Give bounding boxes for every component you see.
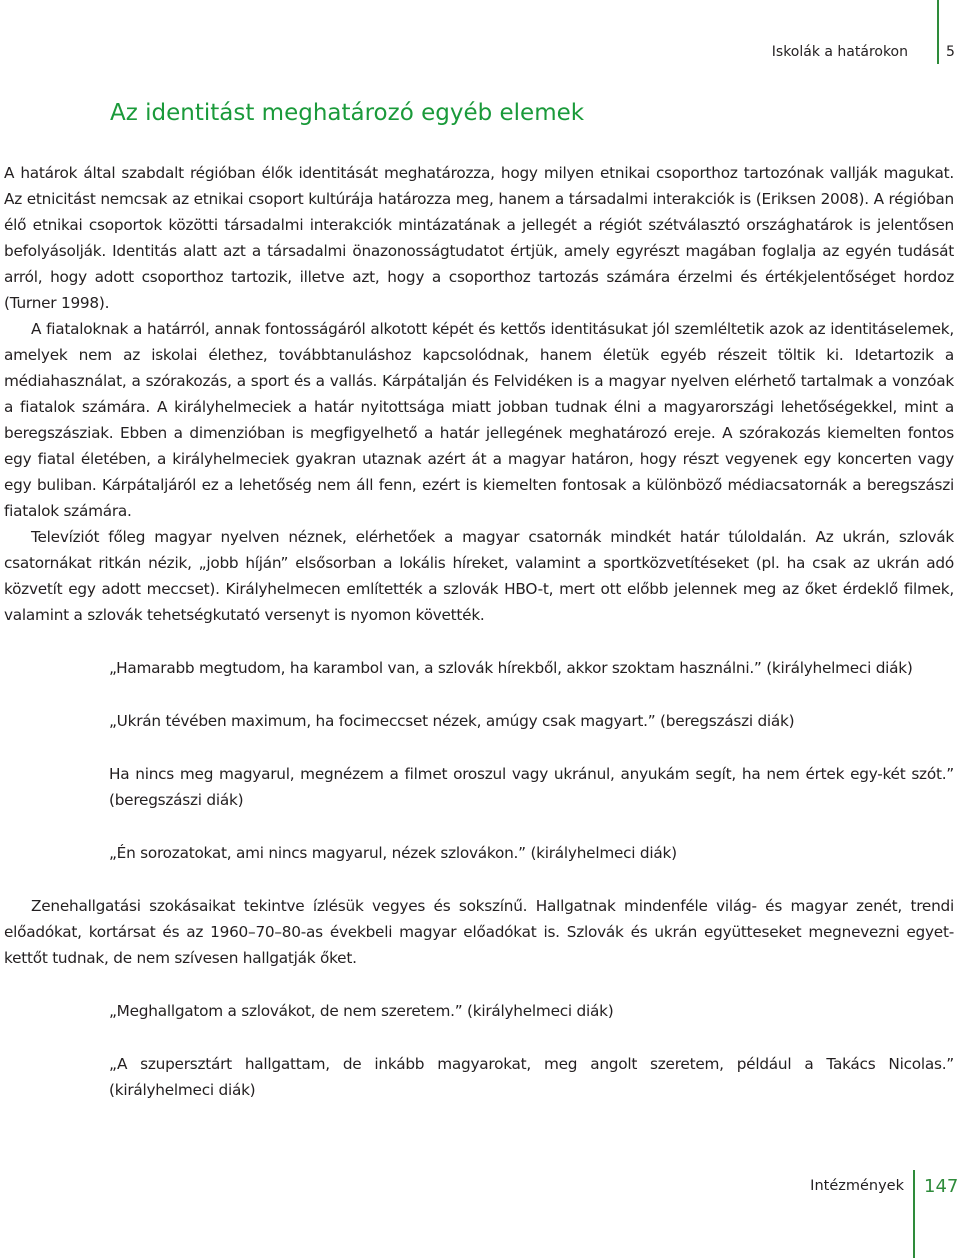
quote: Ha nincs meg magyarul, megnézem a filmet oroszul vagy ukránul, anyukám segít, ha nem értek egy-két szót.” (beregszászi diák) [109, 765, 954, 809]
header-rule [937, 0, 939, 64]
paragraph: Televíziót főleg magyar nyelven néznek, elérhetőek a magyar csatornák mindkét határ túloldalán. Az ukrán, szlovák csatornákat ritkán nézik, „jobb híján” elsősorban a lokális híreket, valamint a sportközvetítéseket (pl. ha csak az ukrán adó közvetít egy adott meccset). Királyhelmecen említették a szlovák HBO-t, mert ott előbb jelennek meg az őket érdeklő filmek, valamint a szlovák tehetségkutató versenyt is nyomon követték. [4, 528, 954, 624]
quote: „Hamarabb megtudom, ha karambol van, a szlovák hírekből, akkor szoktam használni.” (királyhelmeci diák) [109, 659, 913, 677]
quote: „Ukrán tévében maximum, ha focimeccset nézek, amúgy csak magyart.” (beregszászi diák) [109, 712, 795, 730]
running-title: Iskolák a határokon [771, 44, 908, 60]
paragraph: A fiataloknak a határról, annak fontosságáról alkotott képét és kettős identitásukat jól szemléltetik azok az identitáselemek, amelyek nem az iskolai élethez, továbbtanuláshoz kapcsolódnak, hanem életük egyéb részeit töltik ki. Idetartozik a médiahasználat, a szórakozás, a sport és a vallás. Kárpátalján és Felvidéken is a magyar nyelven elérhető tartalmak a vonzóak a fiatalok számára. A királyhelmeciek a határ nyitottsága miatt jobban tudnak élni a magyarországi lehetőségekkel, mint a beregszásziak. Ebben a dimenzióban is megfigyelhető a határ jellegének meghatározó ereje. A szórakozás kiemelten fontos egy fiatal életében, a királyhelmeciek gyakran utaznak azért át a magyar határon, hogy részt vegyenek egy koncerten vagy egy buliban. Kárpátaljáról ez a lehetőség nem áll fenn, ezért is kiemelten fontosak a különböző médiacsatornák a beregszászi fiatalok számára. [4, 320, 954, 520]
running-header [772, 44, 928, 60]
footer-section-name: Intézmények [810, 1178, 904, 1194]
footer [810, 1178, 904, 1194]
paragraph: Zenehallgatási szokásaikat tekintve ízlésük vegyes és sokszínű. Hallgatnak mindenféle világ- és magyar zenét, trendi előadókat, kortársat és az 1960–70–80-as évekbeli magyar előadókat is. Szlovák és ukrán együtteseket megnevezni egyet-kettőt tudnak, de nem szívesen hallgatják őket. [4, 897, 954, 967]
footer-rule [913, 1170, 915, 1258]
section-title: Az identitást meghatározó egyéb elemek [110, 100, 585, 126]
quote: „Én sorozatokat, ami nincs magyarul, nézek szlovákon.” (királyhelmeci diák) [109, 844, 677, 862]
footer-page-number: 147 [924, 1176, 959, 1197]
quote: „A szupersztárt hallgattam, de inkább magyarokat, meg angolt szeretem, például a Takács Nicolas.” (királyhelmeci diák) [109, 1055, 954, 1099]
header-page-number: 5 [946, 44, 955, 60]
quote: „Meghallgatom a szlovákot, de nem szeretem.” (királyhelmeci diák) [109, 1002, 614, 1020]
paragraph: A határok által szabdalt régióban élők identitását meghatározza, hogy milyen etnikai csoporthoz tartozónak vallják magukat. Az etnicitást nemcsak az etnikai csoport kultúrája határozza meg, hanem a társadalmi interakciók is (Eriksen 2008). A régióban élő etnikai csoportok közötti társadalmi interakciók mintázatának a jellegét a régiót szétválasztó országhatárok is jelentősen befolyásolják. Identitás alatt azt a társadalmi önazonosságtudatot értjük, amely egyrészt magában foglalja az egyén tudását arról, hogy adott csoporthoz tartozik, illetve azt, hogy a csoporthoz tartozás számára érzelmi és értékjelentőséget hordoz (Turner 1998). [4, 164, 954, 312]
article-body [4, 160, 954, 1103]
